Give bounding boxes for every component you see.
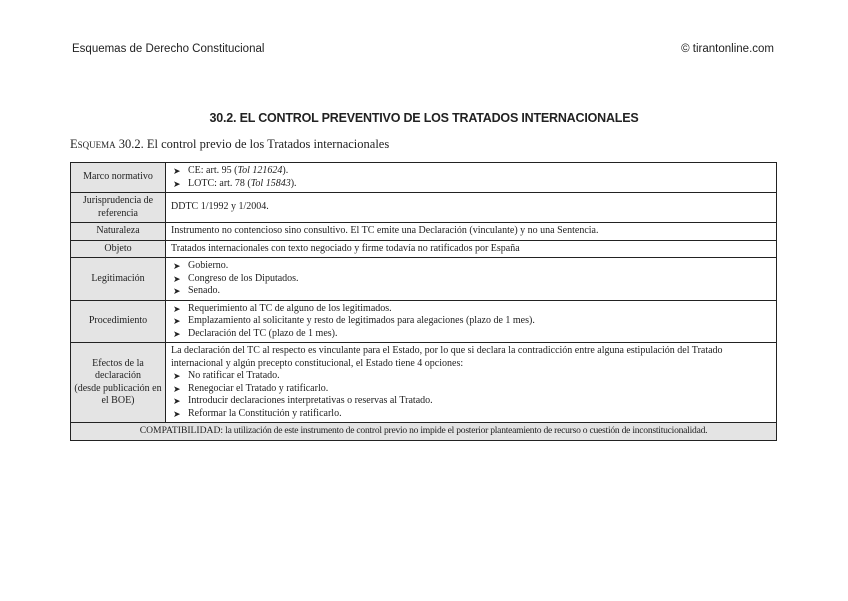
header-book-title: Esquemas de Derecho Constitucional — [72, 43, 265, 55]
row-compatibilidad — [71, 423, 777, 441]
scheme-caption-text: 30.2. El control previo de los Tratados internacionales — [118, 137, 390, 151]
scheme-caption — [70, 137, 389, 152]
list-item: ➤ Senado. — [171, 285, 771, 298]
tol-reference: Tol 15843 — [250, 177, 291, 189]
label-naturaleza: Naturaleza — [71, 223, 166, 241]
content-procedimiento — [166, 300, 777, 343]
list-item: ➤ No ratificar el Tratado. — [171, 370, 771, 383]
tol-reference: Tol 121624 — [237, 165, 283, 176]
list-item: ➤ Reformar la Constitución y ratificarlo. — [171, 408, 771, 421]
content-legitimacion — [166, 258, 777, 301]
running-header — [72, 43, 774, 55]
scheme-table — [70, 162, 777, 441]
content-compatibilidad — [71, 423, 777, 441]
scheme-caption-label: Esquema — [70, 137, 116, 151]
row-naturaleza — [71, 223, 777, 241]
row-marco-normativo — [71, 163, 777, 193]
list-item: ➤ Gobierno. — [171, 260, 771, 273]
label-procedimiento: Procedimiento — [71, 300, 166, 343]
content-marco-normativo — [166, 163, 777, 193]
label-efectos-note: (desde publicación en el BOE) — [74, 382, 162, 406]
label-legitimacion: Legitimación — [71, 258, 166, 301]
row-procedimiento — [71, 300, 777, 343]
section-title: 30.2. EL CONTROL PREVENTIVO DE LOS TRATADOS INTERNACIONALES — [209, 111, 639, 125]
header-copyright: © tirantonline.com — [681, 43, 774, 55]
list-item: ➤ LOTC: art. 78 (Tol 15843). — [171, 178, 771, 191]
list-item: ➤ CE: art. 95 (Tol 121624). — [171, 165, 771, 178]
content-jurisprudencia: DDTC 1/1992 y 1/2004. — [166, 193, 777, 223]
label-marco-normativo: Marco normativo — [71, 163, 166, 193]
content-naturaleza: Instrumento no contencioso sino consultivo. El TC emite una Declaración (vinculante) y no una Sentencia. — [166, 223, 777, 241]
content-objeto: Tratados internacionales con texto negociado y firme todavía no ratificados por España — [166, 240, 777, 258]
list-item: ➤ Introducir declaraciones interpretativas o reservas al Tratado. — [171, 395, 771, 408]
list-item: ➤ Emplazamiento al solicitante y resto de legitimados para alegaciones (plazo de 1 mes). — [171, 315, 771, 328]
row-jurisprudencia — [71, 193, 777, 223]
list-item: ➤ Declaración del TC (plazo de 1 mes). — [171, 328, 771, 341]
list-item: ➤ Congreso de los Diputados. — [171, 273, 771, 286]
list-item: ➤ Requerimiento al TC de alguno de los legitimados. — [171, 303, 771, 316]
efectos-intro: La declaración del TC al respecto es vinculante para el Estado, por lo que si declara la contradicción entre alguna estipulación del Tratado internacional y algún precepto constitucional, el Estado tiene 4 opciones: — [171, 345, 723, 369]
content-efectos — [166, 343, 777, 423]
row-legitimacion — [71, 258, 777, 301]
label-jurisprudencia: Jurisprudencia de referencia — [71, 193, 166, 223]
compatibilidad-label: COMPATIBILIDAD: — [139, 425, 224, 436]
label-efectos — [71, 343, 166, 423]
row-efectos — [71, 343, 777, 423]
list-item: ➤ Renegociar el Tratado y ratificarlo. — [171, 383, 771, 396]
compatibilidad-text: la utilización de este instrumento de control previo no impide el posterior planteamiento de recurso o cuestión de inconstitucionalidad. — [225, 425, 708, 436]
label-objeto: Objeto — [71, 240, 166, 258]
row-objeto — [71, 240, 777, 258]
label-efectos-main: Efectos de la declaración — [92, 357, 144, 381]
